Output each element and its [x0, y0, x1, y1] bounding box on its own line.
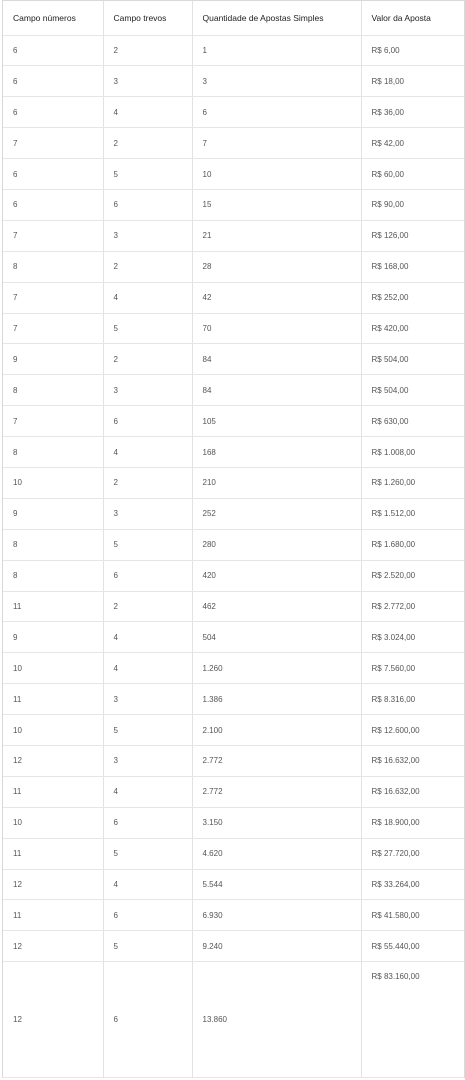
cell-campo-trevos: 2: [103, 35, 192, 66]
cell-quantidade-apostas: 462: [192, 591, 361, 622]
cell-quantidade-apostas: 3: [192, 66, 361, 97]
cell-quantidade-apostas: 1.260: [192, 653, 361, 684]
bets-table: [3, 1, 464, 1078]
cell-campo-trevos: 3: [103, 375, 192, 406]
cell-quantidade-apostas: 4.620: [192, 838, 361, 869]
cell-campo-numeros: 6: [3, 189, 103, 220]
table-row: [3, 97, 464, 128]
cell-campo-trevos: 3: [103, 498, 192, 529]
cell-quantidade-apostas: 70: [192, 313, 361, 344]
cell-quantidade-apostas: 210: [192, 467, 361, 498]
cell-campo-trevos: 4: [103, 869, 192, 900]
cell-campo-trevos: 2: [103, 128, 192, 159]
cell-campo-trevos: 3: [103, 220, 192, 251]
table-row: [3, 189, 464, 220]
cell-campo-trevos: 4: [103, 282, 192, 313]
cell-campo-numeros: 12: [3, 745, 103, 776]
cell-valor-aposta: R$ 27.720,00: [361, 838, 464, 869]
cell-quantidade-apostas: 6: [192, 97, 361, 128]
cell-quantidade-apostas: 5.544: [192, 869, 361, 900]
cell-quantidade-apostas: 10: [192, 159, 361, 190]
table-header: [3, 1, 464, 35]
table-row: [3, 838, 464, 869]
cell-campo-trevos: 6: [103, 560, 192, 591]
cell-campo-numeros: 8: [3, 560, 103, 591]
cell-campo-numeros: 11: [3, 776, 103, 807]
cell-campo-trevos: 2: [103, 467, 192, 498]
cell-valor-aposta: R$ 90,00: [361, 189, 464, 220]
cell-campo-trevos: 6: [103, 900, 192, 931]
cell-campo-trevos: 5: [103, 715, 192, 746]
cell-valor-aposta: R$ 42,00: [361, 128, 464, 159]
table-row: [3, 560, 464, 591]
cell-campo-numeros: 10: [3, 653, 103, 684]
bets-table-container: [2, 0, 465, 1078]
cell-campo-trevos: 6: [103, 807, 192, 838]
table-row: [3, 807, 464, 838]
table-row: [3, 251, 464, 282]
cell-quantidade-apostas: 105: [192, 406, 361, 437]
cell-campo-numeros: 8: [3, 375, 103, 406]
cell-quantidade-apostas: 420: [192, 560, 361, 591]
cell-valor-aposta: R$ 1.680,00: [361, 529, 464, 560]
cell-campo-numeros: 12: [3, 931, 103, 962]
cell-quantidade-apostas: 9.240: [192, 931, 361, 962]
cell-campo-trevos: 2: [103, 251, 192, 282]
cell-campo-trevos: 2: [103, 591, 192, 622]
cell-campo-numeros: 6: [3, 66, 103, 97]
header-valor-aposta: Valor da Aposta: [361, 1, 464, 35]
cell-campo-numeros: 10: [3, 467, 103, 498]
cell-campo-numeros: 10: [3, 715, 103, 746]
cell-quantidade-apostas: 84: [192, 344, 361, 375]
table-row: [3, 745, 464, 776]
cell-quantidade-apostas: 3.150: [192, 807, 361, 838]
cell-quantidade-apostas: 2.772: [192, 776, 361, 807]
table-row: [3, 282, 464, 313]
cell-campo-trevos: 4: [103, 776, 192, 807]
cell-campo-numeros: 7: [3, 128, 103, 159]
cell-quantidade-apostas: 1.386: [192, 684, 361, 715]
cell-quantidade-apostas: 2.772: [192, 745, 361, 776]
cell-quantidade-apostas: 2.100: [192, 715, 361, 746]
cell-campo-trevos: 2: [103, 344, 192, 375]
table-row: [3, 437, 464, 468]
cell-campo-trevos: 5: [103, 313, 192, 344]
table-row: [3, 715, 464, 746]
cell-campo-numeros: 6: [3, 35, 103, 66]
table-row: [3, 467, 464, 498]
table-row: [3, 406, 464, 437]
cell-quantidade-apostas: 84: [192, 375, 361, 406]
cell-campo-trevos: 4: [103, 437, 192, 468]
table-row: [3, 128, 464, 159]
cell-campo-numeros: 8: [3, 437, 103, 468]
table-row: [3, 66, 464, 97]
cell-quantidade-apostas: 280: [192, 529, 361, 560]
cell-campo-numeros: 10: [3, 807, 103, 838]
cell-valor-aposta: R$ 2.520,00: [361, 560, 464, 591]
table-row: [3, 931, 464, 962]
cell-quantidade-apostas: 42: [192, 282, 361, 313]
header-row: [3, 1, 464, 35]
cell-quantidade-apostas: 28: [192, 251, 361, 282]
header-campo-trevos: Campo trevos: [103, 1, 192, 35]
cell-campo-trevos: 5: [103, 529, 192, 560]
cell-valor-aposta: R$ 3.024,00: [361, 622, 464, 653]
cell-valor-aposta: R$ 504,00: [361, 344, 464, 375]
cell-valor-aposta: R$ 55.440,00: [361, 931, 464, 962]
table-row: [3, 344, 464, 375]
cell-campo-numeros: 8: [3, 529, 103, 560]
cell-quantidade-apostas: 1: [192, 35, 361, 66]
cell-valor-aposta: R$ 33.264,00: [361, 869, 464, 900]
table-row: [3, 529, 464, 560]
cell-campo-trevos: 3: [103, 684, 192, 715]
cell-valor-aposta: R$ 60,00: [361, 159, 464, 190]
cell-campo-numeros: 11: [3, 900, 103, 931]
cell-campo-trevos: 5: [103, 159, 192, 190]
cell-valor-aposta: R$ 420,00: [361, 313, 464, 344]
cell-campo-numeros: 9: [3, 498, 103, 529]
cell-quantidade-apostas: 21: [192, 220, 361, 251]
cell-campo-numeros: 9: [3, 344, 103, 375]
table-row: [3, 622, 464, 653]
table-row: [3, 35, 464, 66]
table-row: [3, 869, 464, 900]
cell-valor-aposta: R$ 83.160,00: [361, 962, 464, 1078]
cell-campo-numeros: 7: [3, 313, 103, 344]
cell-valor-aposta: R$ 12.600,00: [361, 715, 464, 746]
cell-valor-aposta: R$ 126,00: [361, 220, 464, 251]
cell-quantidade-apostas: 15: [192, 189, 361, 220]
table-row: [3, 375, 464, 406]
cell-quantidade-apostas: 252: [192, 498, 361, 529]
cell-campo-numeros: 11: [3, 591, 103, 622]
cell-quantidade-apostas: 6.930: [192, 900, 361, 931]
cell-valor-aposta: R$ 41.580,00: [361, 900, 464, 931]
cell-valor-aposta: R$ 36,00: [361, 97, 464, 128]
cell-campo-trevos: 6: [103, 189, 192, 220]
cell-valor-aposta: R$ 7.560,00: [361, 653, 464, 684]
cell-campo-numeros: 12: [3, 962, 103, 1078]
cell-campo-numeros: 9: [3, 622, 103, 653]
table-row: [3, 776, 464, 807]
cell-valor-aposta: R$ 1.008,00: [361, 437, 464, 468]
header-campo-numeros: Campo números: [3, 1, 103, 35]
cell-valor-aposta: R$ 2.772,00: [361, 591, 464, 622]
table-row: [3, 313, 464, 344]
table-row: [3, 900, 464, 931]
cell-valor-aposta: R$ 504,00: [361, 375, 464, 406]
cell-campo-numeros: 7: [3, 406, 103, 437]
table-row: [3, 220, 464, 251]
table-body: [3, 35, 464, 1078]
cell-quantidade-apostas: 504: [192, 622, 361, 653]
cell-campo-trevos: 6: [103, 962, 192, 1078]
cell-campo-trevos: 5: [103, 931, 192, 962]
cell-campo-numeros: 6: [3, 97, 103, 128]
cell-campo-numeros: 7: [3, 220, 103, 251]
cell-valor-aposta: R$ 1.260,00: [361, 467, 464, 498]
cell-campo-trevos: 4: [103, 653, 192, 684]
cell-valor-aposta: R$ 16.632,00: [361, 776, 464, 807]
cell-campo-trevos: 4: [103, 97, 192, 128]
cell-campo-numeros: 8: [3, 251, 103, 282]
cell-campo-numeros: 6: [3, 159, 103, 190]
cell-valor-aposta: R$ 18.900,00: [361, 807, 464, 838]
cell-valor-aposta: R$ 16.632,00: [361, 745, 464, 776]
table-row: [3, 653, 464, 684]
cell-valor-aposta: R$ 8.316,00: [361, 684, 464, 715]
table-row: [3, 962, 464, 1078]
cell-valor-aposta: R$ 18,00: [361, 66, 464, 97]
cell-campo-numeros: 7: [3, 282, 103, 313]
table-row: [3, 159, 464, 190]
cell-campo-trevos: 6: [103, 406, 192, 437]
cell-campo-numeros: 12: [3, 869, 103, 900]
cell-campo-numeros: 11: [3, 838, 103, 869]
cell-campo-trevos: 3: [103, 745, 192, 776]
cell-quantidade-apostas: 13.860: [192, 962, 361, 1078]
header-quantidade-apostas: Quantidade de Apostas Simples: [192, 1, 361, 35]
table-row: [3, 498, 464, 529]
cell-quantidade-apostas: 168: [192, 437, 361, 468]
cell-campo-trevos: 3: [103, 66, 192, 97]
cell-valor-aposta: R$ 252,00: [361, 282, 464, 313]
cell-campo-numeros: 11: [3, 684, 103, 715]
cell-valor-aposta: R$ 630,00: [361, 406, 464, 437]
cell-valor-aposta: R$ 168,00: [361, 251, 464, 282]
cell-quantidade-apostas: 7: [192, 128, 361, 159]
cell-valor-aposta: R$ 6,00: [361, 35, 464, 66]
table-row: [3, 591, 464, 622]
cell-campo-trevos: 5: [103, 838, 192, 869]
cell-campo-trevos: 4: [103, 622, 192, 653]
table-row: [3, 684, 464, 715]
cell-valor-aposta: R$ 1.512,00: [361, 498, 464, 529]
